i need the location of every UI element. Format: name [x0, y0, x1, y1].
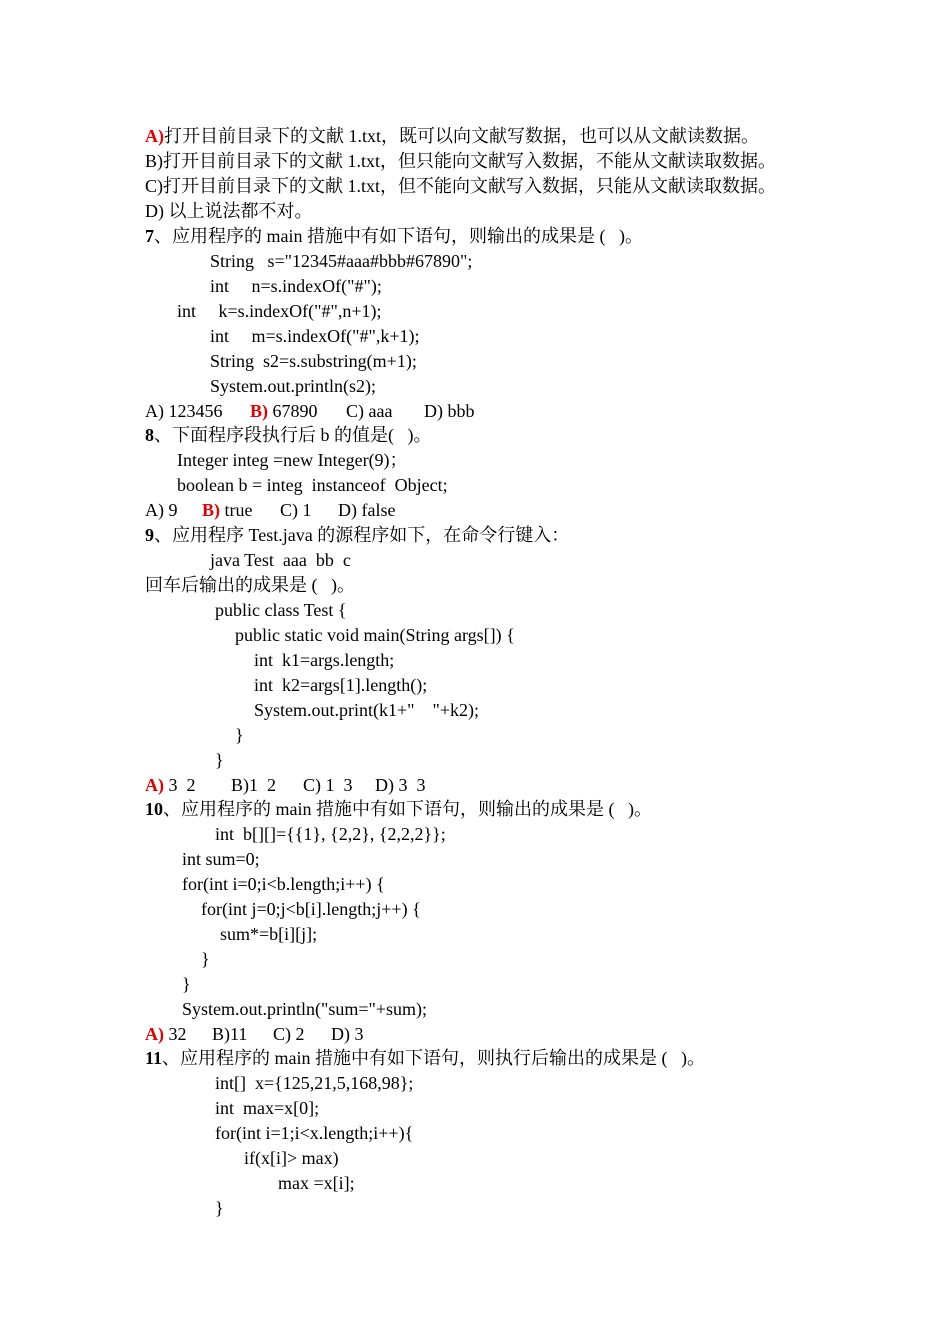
q11-code-line: } — [215, 1198, 224, 1218]
q10-code-line: } — [182, 974, 191, 994]
q7-option-c: C) aaa — [346, 401, 393, 421]
q9-code-line: public class Test { — [215, 600, 347, 620]
q11-code-line: max =x[i]; — [278, 1173, 355, 1193]
q6-option-a: A)打开目前目录下的文献 1.txt，既可以向文献写数据，也可以从文献读数据。 — [145, 126, 759, 146]
q10-code-line: int sum=0; — [182, 849, 260, 869]
q10-code-line: for(int j=0;j<b[i].length;j++) { — [201, 899, 421, 919]
q8-option-a: A) 9 — [145, 500, 178, 520]
q9-stem-continued: 回车后输出的成果是 ( )。 — [145, 575, 355, 595]
q8-option-b-answer-key: B) — [202, 500, 220, 520]
q9-option-d: D) 3 3 — [375, 775, 426, 795]
q7-code-line: String s2=s.substring(m+1); — [210, 351, 417, 371]
q9-option-c: C) 1 3 — [303, 775, 353, 795]
q10-number: 10 — [145, 799, 163, 819]
q7-stem: 7、应用程序的 main 措施中有如下语句，则输出的成果是 ( )。 — [145, 226, 643, 246]
q8-code-line: Integer integ =new Integer(9)； — [177, 450, 408, 470]
q10-option-b: B)11 — [212, 1024, 248, 1044]
q7-option-d: D) bbb — [424, 401, 475, 421]
q11-number: 11 — [145, 1048, 163, 1068]
q7-code-line: int k=s.indexOf("#",n+1); — [177, 301, 382, 321]
q9-code-line: int k2=args[1].length(); — [254, 675, 428, 695]
q7-number: 7 — [145, 226, 154, 246]
q10-code-line: for(int i=0;i<b.length;i++) { — [182, 874, 385, 894]
q7-code-line: int m=s.indexOf("#",k+1); — [210, 326, 420, 346]
q10-option-d: D) 3 — [331, 1024, 364, 1044]
q9-code-line: int k1=args.length; — [254, 650, 395, 670]
q10-option-c: C) 2 — [273, 1024, 305, 1044]
q6-option-a-answer-key: A) — [145, 126, 164, 146]
q9-code-line: } — [215, 750, 224, 770]
q10-code-line: System.out.println("sum="+sum); — [182, 999, 428, 1019]
q8-number: 8 — [145, 425, 154, 445]
q10-option-a: A) 32 — [145, 1024, 187, 1044]
q8-option-b: B) true — [202, 500, 253, 520]
q11-code-line: if(x[i]> max) — [244, 1148, 339, 1168]
q9-code-line: } — [235, 725, 244, 745]
q7-option-b: B) 67890 — [250, 401, 318, 421]
q10-code-line: } — [201, 949, 210, 969]
q7-option-a: A) 123456 — [145, 401, 223, 421]
q8-code-line: boolean b = integ instanceof Object; — [177, 475, 448, 495]
q7-option-b-answer-key: B) — [250, 401, 268, 421]
q6-option-c: C)打开目前目录下的文献 1.txt，但不能向文献写入数据，只能从文献读取数据。 — [145, 176, 776, 196]
q9-option-a: A) 3 2 — [145, 775, 196, 795]
q11-stem: 11、应用程序的 main 措施中有如下语句，则执行后输出的成果是 ( )。 — [145, 1048, 705, 1068]
q9-stem: 9、应用程序 Test.java 的源程序如下，在命令行键入： — [145, 525, 570, 545]
q7-code-line: String s="12345#aaa#bbb#67890"; — [210, 251, 473, 271]
q8-stem: 8、下面程序段执行后 b 的值是( )。 — [145, 425, 432, 445]
q9-number: 9 — [145, 525, 154, 545]
q6-option-b: B)打开目前目录下的文献 1.txt，但只能向文献写入数据，不能从文献读取数据。 — [145, 151, 776, 171]
q9-code-line: System.out.print(k1+" "+k2); — [254, 700, 479, 720]
q9-code-line: public static void main(String args[]) { — [235, 625, 515, 645]
q7-code-line: System.out.println(s2); — [210, 376, 376, 396]
q9-option-b: B)1 2 — [231, 775, 276, 795]
q11-code-line: int[] x={125,21,5,168,98}; — [215, 1073, 414, 1093]
q11-code-line: int max=x[0]; — [215, 1098, 320, 1118]
q9-option-a-answer-key: A) — [145, 775, 164, 795]
q10-option-a-answer-key: A) — [145, 1024, 164, 1044]
q8-option-c: C) 1 — [280, 500, 312, 520]
q10-code-line: sum*=b[i][j]; — [220, 924, 318, 944]
q7-code-line: int n=s.indexOf("#"); — [210, 276, 382, 296]
q11-code-line: for(int i=1;i<x.length;i++){ — [215, 1123, 414, 1143]
q8-option-d: D) false — [338, 500, 396, 520]
q6-option-d: D) 以上说法都不对。 — [145, 201, 313, 221]
q10-stem: 10、应用程序的 main 措施中有如下语句，则输出的成果是 ( )。 — [145, 799, 652, 819]
q10-code-line: int b[][]={{1}, {2,2}, {2,2,2}}; — [215, 824, 446, 844]
q9-command: java Test aaa bb c — [210, 550, 351, 570]
